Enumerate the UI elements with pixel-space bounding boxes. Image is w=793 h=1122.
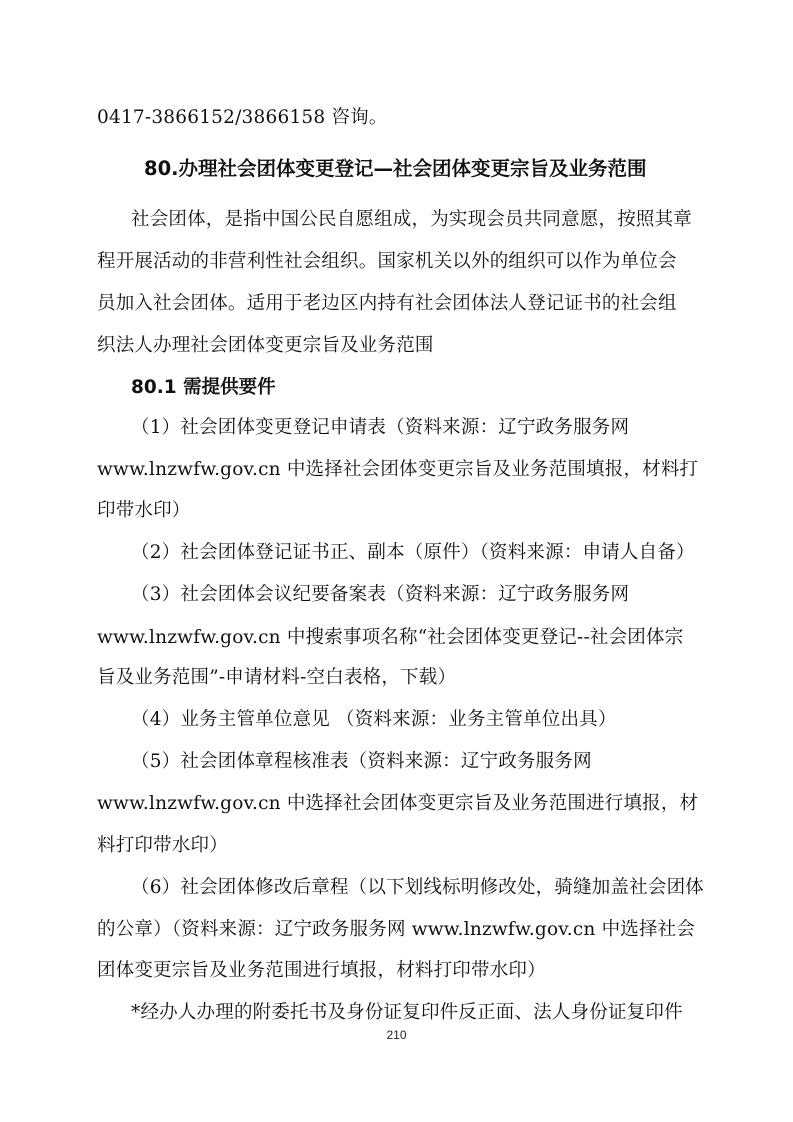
contact-phone-line: 0417-3866152/3866158 咨询。 — [97, 107, 388, 128]
list-item: 印带水印） — [97, 500, 191, 521]
intro-line: 程开展活动的非营利性社会组织。国家机关以外的组织可以作为单位会 — [97, 251, 677, 272]
list-item: 团体变更宗旨及业务范围进行填报，材料打印带水印） — [97, 960, 546, 981]
list-item: （4）业务主管单位意见 （资料来源：业务主管单位出具） — [131, 709, 617, 730]
intro-line: 织法人办理社会团体变更宗旨及业务范围 — [97, 335, 434, 356]
list-item: 旨及业务范围”-申请材料-空白表格，下载） — [97, 667, 457, 688]
intro-line: 员加入社会团体。适用于老边区内持有社会团体法人登记证书的社会组 — [97, 293, 677, 314]
list-item: （3）社会团体会议纪要备案表（资料来源：辽宁政务服务网 — [131, 584, 630, 605]
section-heading: 80.办理社会团体变更登记—社会团体变更宗旨及业务范围 — [144, 157, 647, 180]
list-item: www.lnzwfw.gov.cn 中选择社会团体变更宗旨及业务范围填报，材料打 — [97, 459, 699, 480]
list-item: （1）社会团体变更登记申请表（资料来源：辽宁政务服务网 — [131, 417, 630, 438]
requirements-subheading: 80.1 需提供要件 — [131, 377, 276, 398]
list-item: *经办人办理的附委托书及身份证复印件反正面、法人身份证复印件 — [131, 1002, 683, 1023]
page-number: 210 — [386, 1028, 407, 1042]
intro-line: 社会团体，是指中国公民自愿组成，为实现会员共同意愿，按照其章 — [131, 209, 693, 230]
list-item: （6）社会团体修改后章程（以下划线标明修改处，骑缝加盖社会团体 — [131, 877, 704, 898]
list-item: 的公章）（资料来源：辽宁政务服务网 www.lnzwfw.gov.cn 中选择社会 — [97, 919, 696, 940]
list-item: www.lnzwfw.gov.cn 中搜索事项名称“社会团体变更登记--社会团体宗 — [97, 627, 684, 648]
list-item: （2）社会团体登记证书正、副本（原件）（资料来源：申请人自备） — [131, 542, 695, 563]
list-item: （5）社会团体章程核准表（资料来源：辽宁政务服务网 — [131, 751, 592, 772]
list-item: 料打印带水印） — [97, 835, 228, 856]
list-item: www.lnzwfw.gov.cn 中选择社会团体变更宗旨及业务范围进行填报，材 — [97, 793, 699, 814]
